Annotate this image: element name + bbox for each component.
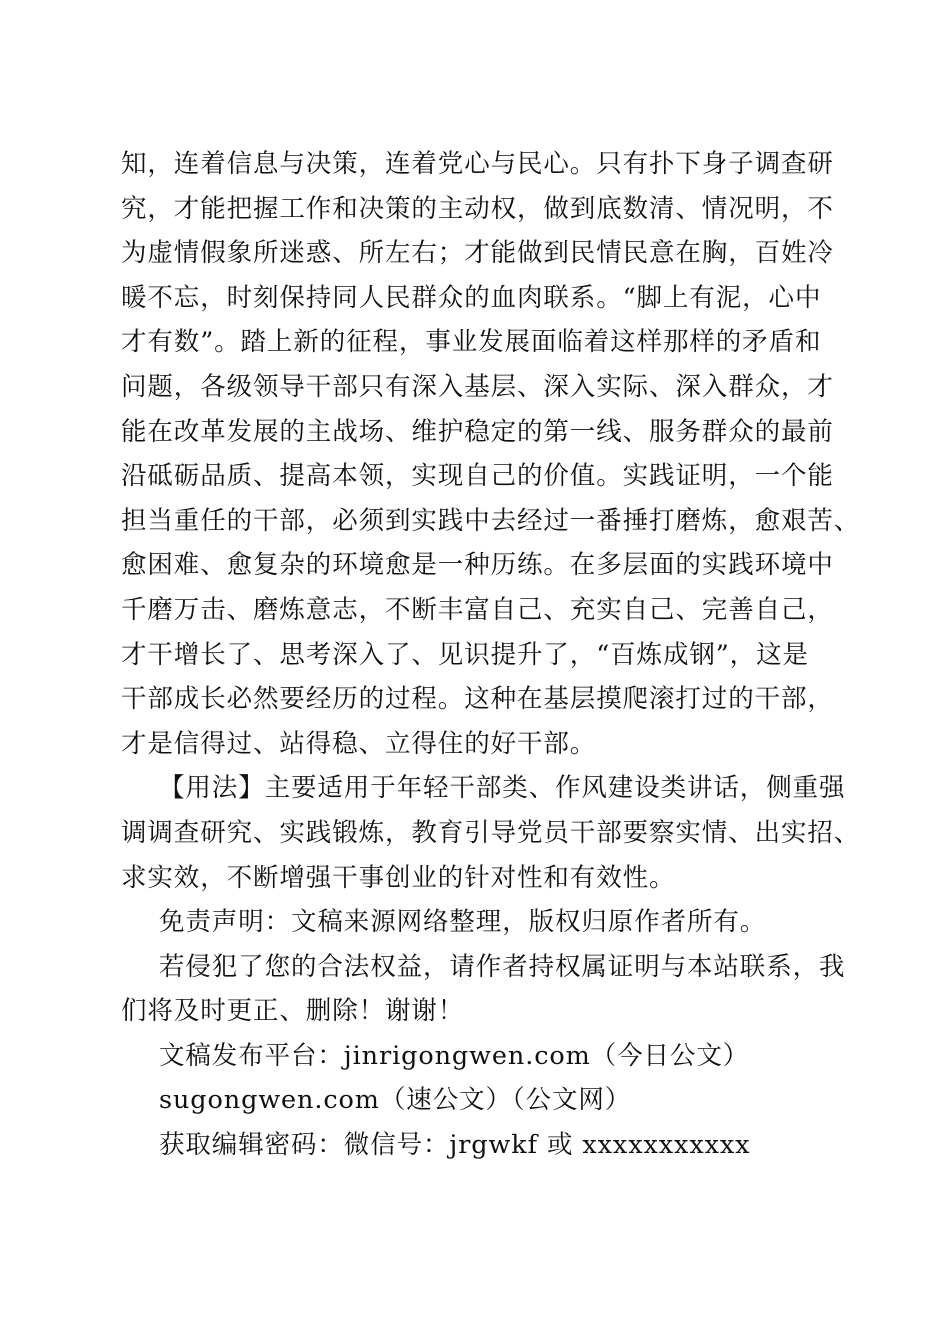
footer-password-line: 获取编辑密码：微信号：jrgwkf 或 xxxxxxxxxxx [159, 1130, 751, 1161]
document-text [121, 142, 861, 1168]
body-line-8: 沿砥砺品质、提高本领，实现自己的价值。实践证明，一个能 [121, 461, 834, 492]
usage-line-1: 【用法】主要适用于年轻干部类、作风建设类讲话，侧重强 [159, 773, 846, 804]
disclaimer-line-2: 若侵犯了您的合法权益，请作者持权属证明与本站联系，我 [159, 951, 846, 982]
body-line-6: 问题，各级领导干部只有深入基层、深入实际、深入群众，才 [121, 371, 834, 402]
body-line-11: 千磨万击、磨炼意志，不断丰富自己、充实自己、完善自己， [121, 594, 834, 625]
body-line-14: 才是信得过、站得稳、立得住的好干部。 [121, 728, 597, 759]
body-line-4: 暖不忘，时刻保持同人民群众的血肉联系。“脚上有泥，心中 [121, 282, 822, 313]
body-line-13: 干部成长必然要经历的过程。这种在基层摸爬滚打过的干部， [121, 684, 834, 715]
footer-site-line: sugongwen.com（速公文）（公文网） [159, 1085, 632, 1116]
usage-line-3: 求实效，不断增强干事创业的针对性和有效性。 [121, 862, 676, 893]
body-line-3: 为虚情假象所迷惑、所左右；才能做到民情民意在胸，百姓冷 [121, 238, 834, 269]
body-line-12: 才干增长了、思考深入了、见识提升了，“百炼成钢”，这是 [121, 639, 809, 670]
body-line-9: 担当重任的干部，必须到实践中去经过一番捶打磨炼，愈艰苦、 [121, 505, 861, 536]
usage-line-2: 调调查研究、实践锻炼，教育引导党员干部要察实情、出实招、 [121, 817, 861, 848]
body-line-10: 愈困难、愈复杂的环境愈是一种历练。在多层面的实践环境中 [121, 550, 834, 581]
body-line-1: 知，连着信息与决策，连着党心与民心。只有扑下身子调查研 [121, 149, 834, 179]
body-line-5: 才有数”。踏上新的征程，事业发展面临着这样那样的矛盾和 [121, 327, 822, 358]
footer-platform-line: 文稿发布平台：jinrigongwen.com（今日公文） [159, 1040, 750, 1071]
body-line-2: 究，才能把握工作和决策的主动权，做到底数清、情况明，不 [121, 193, 834, 224]
disclaimer-line-3: 们将及时更正、删除！谢谢！ [121, 996, 465, 1027]
body-line-7: 能在改革发展的主战场、维护稳定的第一线、服务群众的最前 [121, 416, 834, 447]
disclaimer-line-1: 免责声明：文稿来源网络整理，版权归原作者所有。 [159, 907, 767, 938]
